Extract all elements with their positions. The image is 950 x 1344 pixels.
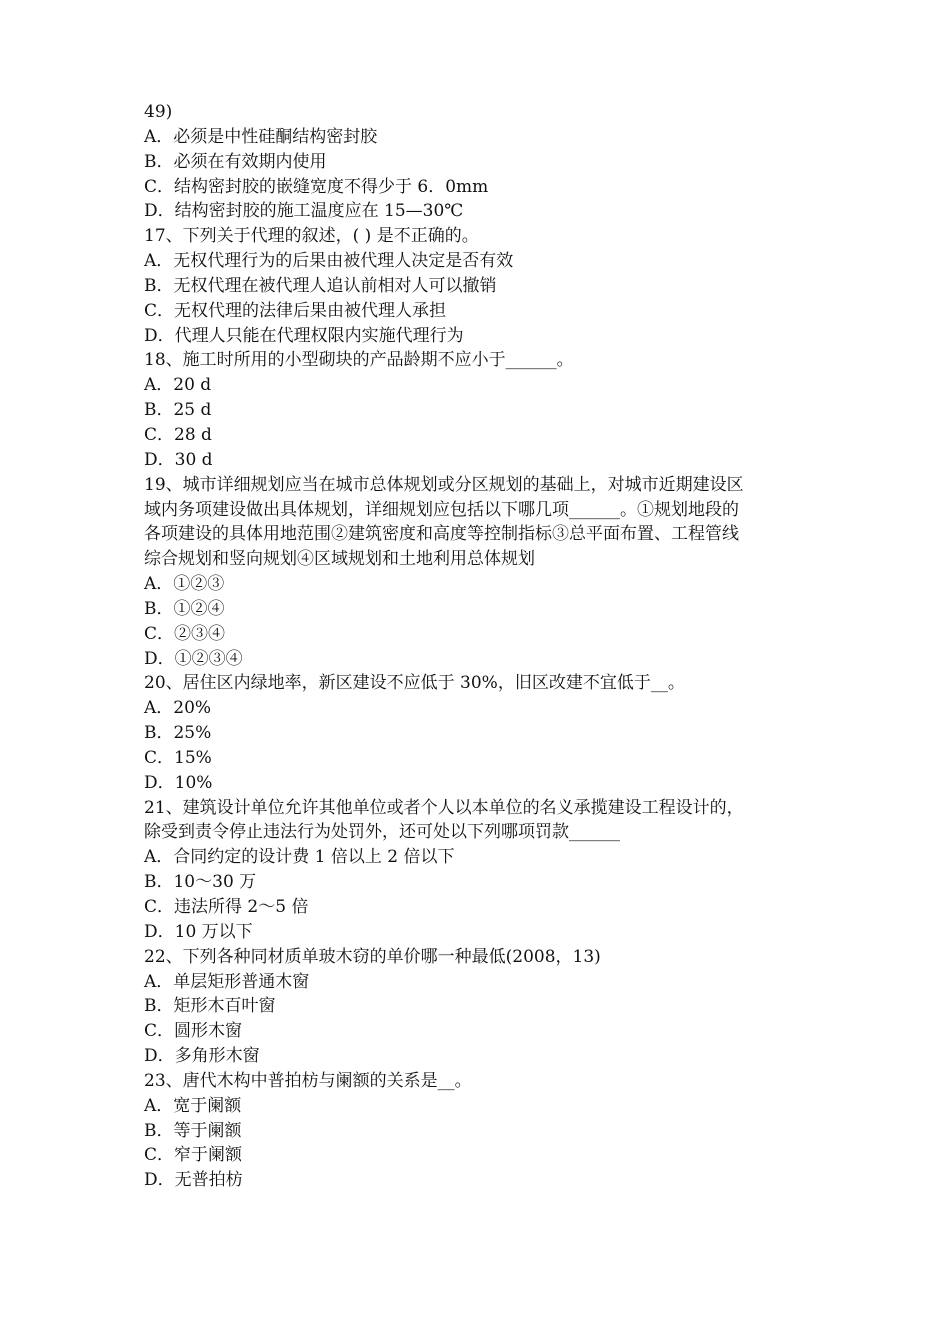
question-stem: 20、居住区内绿地率，新区建设不应低于 30%，旧区改建不宜低于__。	[144, 673, 685, 694]
question-stem-line: 各项建设的具体用地范围②建筑密度和高度等控制指标③总平面布置、工程管线	[144, 524, 739, 545]
question-21	[144, 796, 814, 945]
question-stem-line: 综合规划和竖向规划④区域规划和土地利用总体规划	[144, 549, 535, 570]
option-a: A．20 d	[144, 375, 212, 396]
option-c: C．违法所得 2～5 倍	[144, 897, 309, 917]
option-d: D．结构密封胶的施工温度应在 15—30℃	[144, 201, 464, 222]
question-stem: 18、施工时所用的小型砌块的产品龄期不应小于______。	[144, 350, 574, 371]
question-23	[144, 1069, 814, 1193]
question-stem: 23、唐代木构中普拍枋与阑额的关系是__。	[144, 1070, 472, 1091]
option-d: D．无普拍枋	[144, 1170, 243, 1191]
option-d: D．10%	[144, 772, 213, 793]
option-b: B．必须在有效期内使用	[144, 151, 327, 172]
option-b: B．无权代理在被代理人追认前相对人可以撤销	[144, 275, 497, 296]
option-d: D．10 万以下	[144, 921, 253, 942]
option-c: C．15%	[144, 747, 212, 768]
question-stem-line: 19、城市详细规划应当在城市总体规划或分区规划的基础上，对城市近期建设区	[144, 474, 744, 495]
document-body	[144, 100, 814, 1193]
question-stem: 17、下列关于代理的叙述，( ) 是不正确的。	[144, 226, 479, 247]
question-stem-line: 域内务项建设做出具体规划，详细规划应包括以下哪几项______。①规划地段的	[144, 499, 739, 520]
option-a: A．无权代理行为的后果由被代理人决定是否有效	[144, 251, 514, 272]
question-19	[144, 473, 814, 672]
option-c: C．圆形木窗	[144, 1021, 243, 1042]
option-a: A．单层矩形普通木窗	[144, 971, 310, 992]
question-16-options	[144, 125, 814, 224]
question-17	[144, 224, 814, 348]
question-stem: 22、下列各种同材质单玻木窃的单价哪一种最低(2008，13)	[144, 946, 601, 967]
option-b: B．25 d	[144, 400, 212, 421]
option-a: A．①②③	[144, 574, 225, 595]
option-b: B．25%	[144, 723, 212, 744]
question-18	[144, 348, 814, 472]
option-b: B．①②④	[144, 598, 225, 619]
option-c: C．②③④	[144, 623, 226, 644]
text-line: 49)	[144, 102, 173, 122]
option-b: B．等于阑额	[144, 1120, 242, 1141]
option-d: D．代理人只能在代理权限内实施代理行为	[144, 325, 464, 346]
option-c: C．结构密封胶的嵌缝宽度不得少于 6．0mm	[144, 176, 489, 197]
option-b: B．10～30 万	[144, 872, 257, 893]
option-a: A．必须是中性硅酮结构密封胶	[144, 126, 378, 147]
option-a: A．合同约定的设计费 1 倍以上 2 倍以下	[144, 847, 455, 868]
option-d: D．①②③④	[144, 648, 243, 669]
option-b: B．矩形木百叶窗	[144, 996, 276, 1017]
question-20	[144, 671, 814, 795]
question-stem-line: 21、建筑设计单位允许其他单位或者个人以本单位的名义承揽建设工程设计的，	[144, 797, 744, 818]
option-a: A．20%	[144, 698, 212, 719]
option-c: C．窄于阑额	[144, 1145, 243, 1166]
question-stem-line: 除受到责令停止违法行为处罚外，还可处以下列哪项罚款______	[144, 822, 620, 843]
option-d: D．多角形木窗	[144, 1046, 260, 1067]
option-c: C．无权代理的法律后果由被代理人承担	[144, 300, 447, 321]
option-c: C．28 d	[144, 424, 212, 445]
question-22	[144, 945, 814, 1069]
option-d: D．30 d	[144, 449, 213, 470]
option-a: A．宽于阑额	[144, 1095, 242, 1116]
